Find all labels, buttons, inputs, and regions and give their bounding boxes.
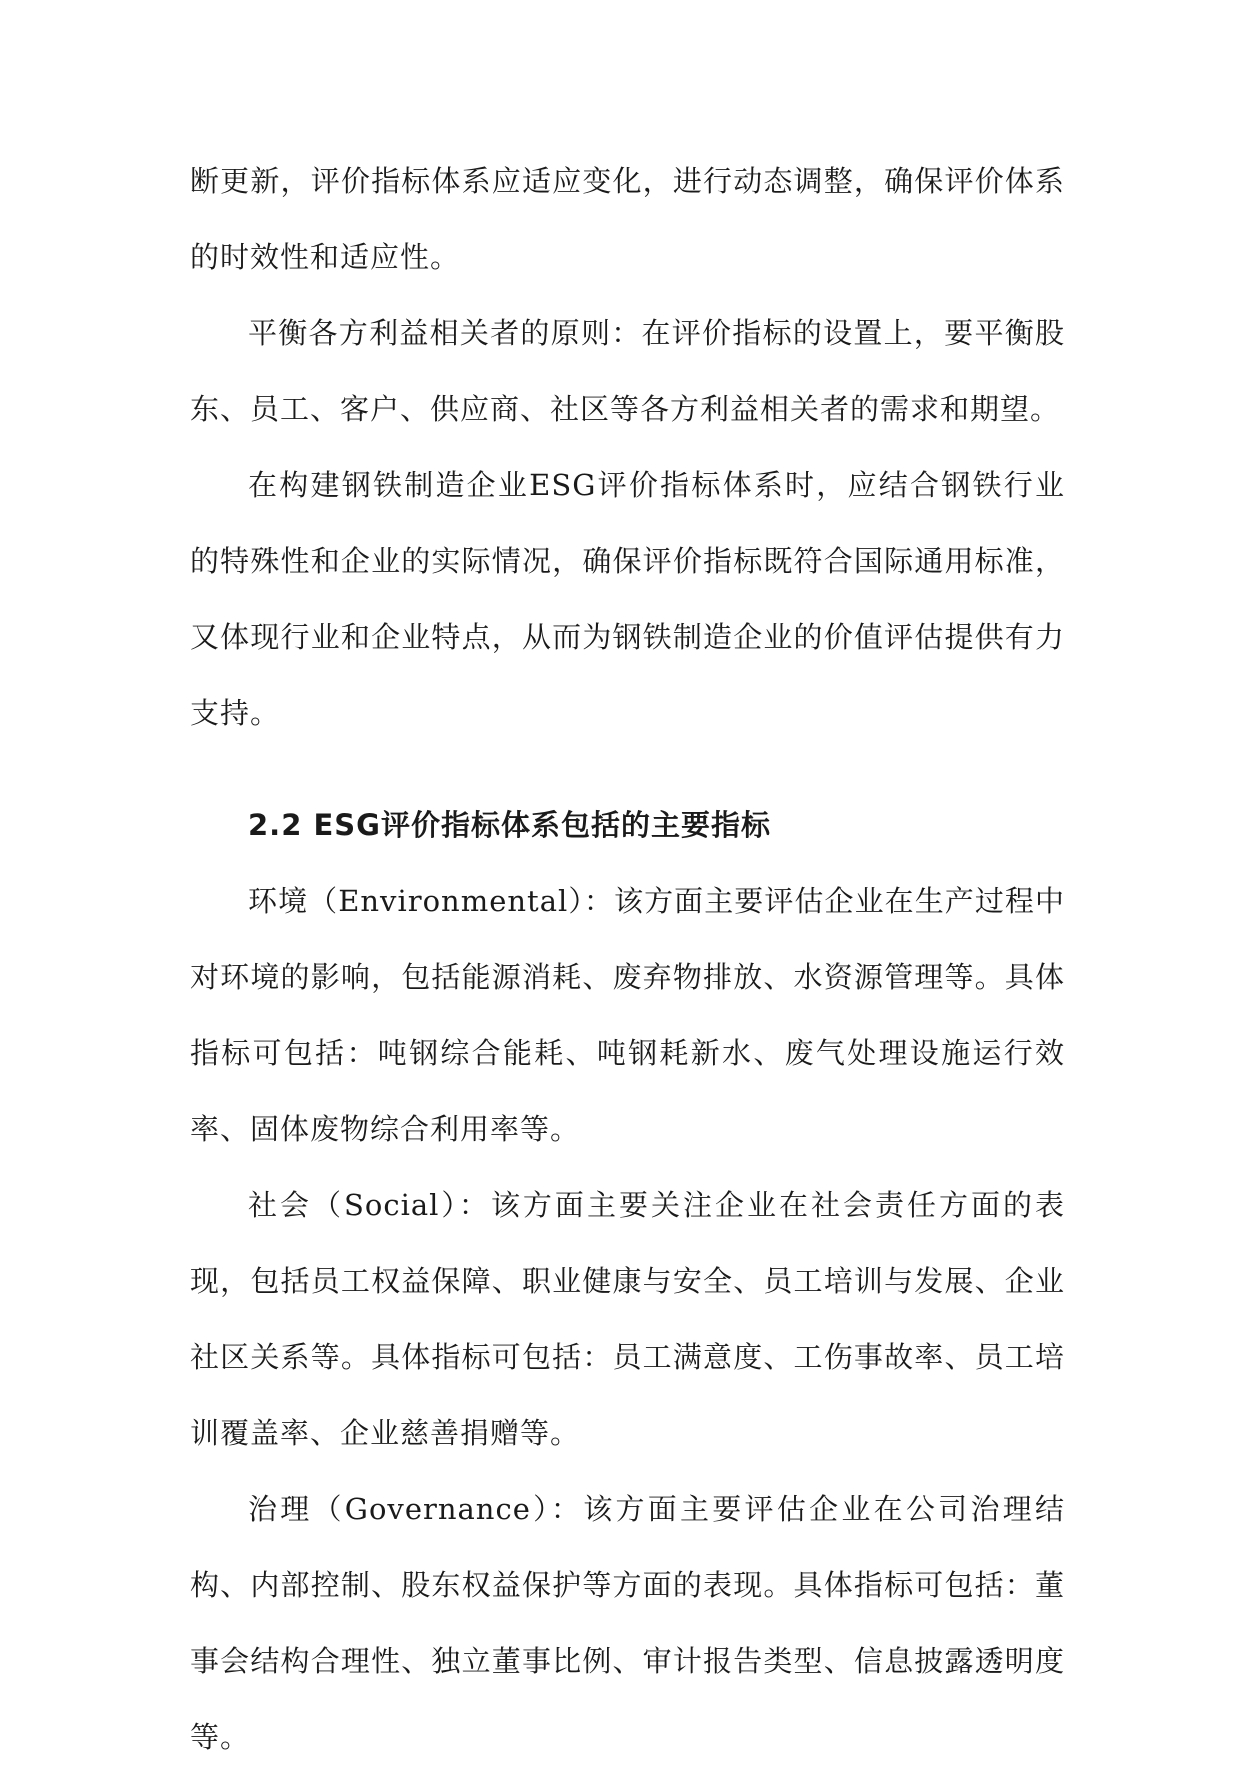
paragraph-governance: 治理（Governance）：该方面主要评估企业在公司治理结构、内部控制、股东权益保护等方面的表现。具体指标可包括：董事会结构合理性、独立董事比例、审计报告类型、信息披露透明度等。 — [190, 1492, 1065, 1754]
document-body — [190, 143, 1065, 1775]
paragraph-social: 社会（Social）：该方面主要关注企业在社会责任方面的表现，包括员工权益保障、职业健康与安全、员工培训与发展、企业社区关系等。具体指标可包括：员工满意度、工伤事故率、员工培训覆盖率、企业慈善捐赠等。 — [190, 1188, 1065, 1450]
section-heading: 2.2 ESG评价指标体系包括的主要指标 — [248, 808, 771, 842]
paragraph-update-continuation: 断更新，评价指标体系应适应变化，进行动态调整，确保评价体系的时效性和适应性。 — [190, 164, 1065, 274]
paragraph-industry-characteristics: 在构建钢铁制造企业ESG评价指标体系时，应结合钢铁行业的特殊性和企业的实际情况，确保评价指标既符合国际通用标准，又体现行业和企业特点，从而为钢铁制造企业的价值评估提供有力支持。 — [190, 468, 1065, 730]
paragraph-environmental: 环境（Environmental）：该方面主要评估企业在生产过程中对环境的影响，包括能源消耗、废弃物排放、水资源管理等。具体指标可包括：吨钢综合能耗、吨钢耗新水、废气处理设施运行效率、固体废物综合利用率等。 — [190, 884, 1065, 1146]
paragraph-stakeholder-balance: 平衡各方利益相关者的原则：在评价指标的设置上，要平衡股东、员工、客户、供应商、社区等各方利益相关者的需求和期望。 — [190, 316, 1065, 426]
